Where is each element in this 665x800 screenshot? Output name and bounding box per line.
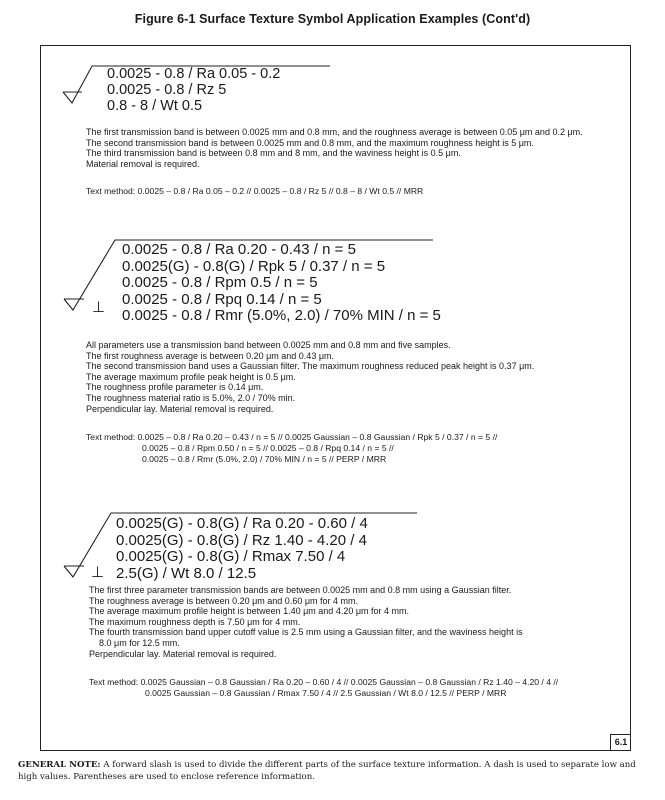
symbol-line: 0.0025 - 0.8 / Rpm 0.5 / n = 5 (122, 274, 318, 291)
description-line: Perpendicular lay. Material removal is required. (89, 648, 277, 659)
text-method-line: 0.0025 – 0.8 / Rmr (5.0%, 2.0) / 70% MIN / n = 5 // PERP / MRR (142, 454, 387, 464)
text-method-line: 0.0025 – 0.8 / Ra 0.05 – 0.2 // 0.0025 – 0.8 / Rz 5 // 0.8 – 8 / Wt 0.5 // MRR (137, 186, 424, 196)
symbol-line: 0.0025 - 0.8 / Rz 5 (107, 82, 227, 98)
example-3-symbol-text (116, 516, 368, 582)
perpendicular-lay-symbol: ⊥ (92, 299, 106, 316)
text-method-label: Text method: (89, 677, 139, 687)
figure-title: Figure 6-1 Surface Texture Symbol Application Examples (Cont'd) (134, 12, 531, 26)
example-1-text-method (86, 186, 423, 197)
symbol-line: 0.0025 - 0.8 / Ra 0.05 - 0.2 (107, 66, 281, 82)
description-line: The first transmission band is between 0.0025 mm and 0.8 mm, and the roughness average is between 0.05 μm and 0.2 μm. (86, 127, 583, 137)
example-2-description (86, 340, 534, 414)
example-2-text-method (86, 432, 497, 465)
symbol-line: 0.0025(G) - 0.8(G) / Rpk 5 / 0.37 / n = 5 (122, 257, 386, 275)
description-line: The roughness material ratio is 5.0%, 2.0 / 70% min. (86, 392, 296, 403)
example-2-symbol-text (122, 242, 441, 325)
example-1-symbol-text (107, 66, 280, 114)
description-line: The second transmission band uses a Gaussian filter. The maximum roughness reduced peak height is 0.37 μm. (86, 361, 535, 372)
description-line: The roughness average is between 0.20 μm and 0.60 μm for 4 mm. (89, 595, 359, 606)
description-line: The average maximum profile peak height is 0.5 μm. (86, 371, 296, 382)
description-line: The maximum roughness depth is 7.50 μm for 4 mm. (89, 616, 301, 627)
symbol-line: 0.0025(G) - 0.8(G) / Ra 0.20 - 0.60 / 4 (116, 515, 368, 532)
example-3-text-method (89, 677, 558, 699)
description-line: The fourth transmission band upper cutoff value is 2.5 mm using a Gaussian filter, and the waviness height is (89, 627, 523, 638)
text-method-line: 0.0025 Gaussian – 0.8 Gaussian / Rmax 7.50 / 4 // 2.5 Gaussian / Wt 8.0 / 12.5 // PERP / MRR (145, 688, 507, 698)
text-method-line: 0.0025 – 0.8 / Ra 0.20 – 0.43 / n = 5 // 0.0025 Gaussian – 0.8 Gaussian / Rpk 5 / 0.37 / n = 5 // (137, 432, 498, 442)
text-method-label: Text method: (86, 186, 136, 196)
text-method-label: Text method: (86, 432, 136, 442)
example-1-description (86, 127, 583, 169)
symbol-line: 0.0025 - 0.8 / Ra 0.20 - 0.43 / n = 5 (122, 241, 356, 258)
perpendicular-lay-symbol: ⊥ (91, 564, 105, 581)
text-method-line: 0.0025 Gaussian – 0.8 Gaussian / Ra 0.20 – 0.60 / 4 // 0.0025 Gaussian – 0.8 Gaussian / Rz 1.40 – 4.20 / 4 // (140, 677, 559, 687)
description-line: 8.0 μm for 12.5 mm. (99, 637, 180, 648)
description-line: All parameters use a transmission band between 0.0025 mm and 0.8 mm and five samples. (86, 340, 451, 350)
description-line: The first three parameter transmission bands are between 0.0025 mm and 0.8 mm using a Gaussian filter. (89, 585, 512, 595)
description-line: Perpendicular lay. Material removal is required. (86, 403, 274, 414)
text-method-line: 0.0025 – 0.8 / Rpm 0.50 / n = 5 // 0.0025 – 0.8 / Rpq 0.14 / n = 5 // (142, 443, 394, 453)
symbol-line: 0.8 - 8 / Wt 0.5 (107, 98, 203, 114)
general-note (18, 759, 650, 783)
symbol-line: 2.5(G) / Wt 8.0 / 12.5 (116, 564, 257, 582)
symbol-line: 0.0025 - 0.8 / Rmr (5.0%, 2.0) / 70% MIN / n = 5 (122, 307, 441, 324)
symbol-line: 0.0025(G) - 0.8(G) / Rz 1.40 - 4.20 / 4 (116, 531, 367, 549)
general-note-label: GENERAL NOTE: (18, 760, 101, 770)
symbol-line: 0.0025 - 0.8 / Rpq 0.14 / n = 5 (122, 290, 322, 308)
general-note-text: A forward slash is used to divide the different parts of the surface texture information. A dash is used to separate low and high values. Parentheses are used to enclose reference information. (18, 760, 636, 782)
description-line: The first roughness average is between 0.20 μm and 0.43 μm. (86, 350, 335, 361)
description-line: The second transmission band is between 0.0025 mm and 0.8 mm, and the maximum roughness height is 5 μm. (86, 137, 534, 148)
figure-number: 6.1 (610, 734, 631, 750)
description-line: The roughness profile parameter is 0.14 μm. (86, 382, 264, 393)
description-line: The third transmission band is between 0.8 mm and 8 mm, and the waviness height is 0.5 μm. (86, 148, 461, 159)
description-line: Material removal is required. (86, 158, 200, 169)
example-3-description (89, 585, 523, 659)
symbol-line: 0.0025(G) - 0.8(G) / Rmax 7.50 / 4 (116, 548, 346, 565)
description-line: The average maximum profile height is between 1.40 μm and 4.20 μm for 4 mm. (89, 606, 410, 617)
